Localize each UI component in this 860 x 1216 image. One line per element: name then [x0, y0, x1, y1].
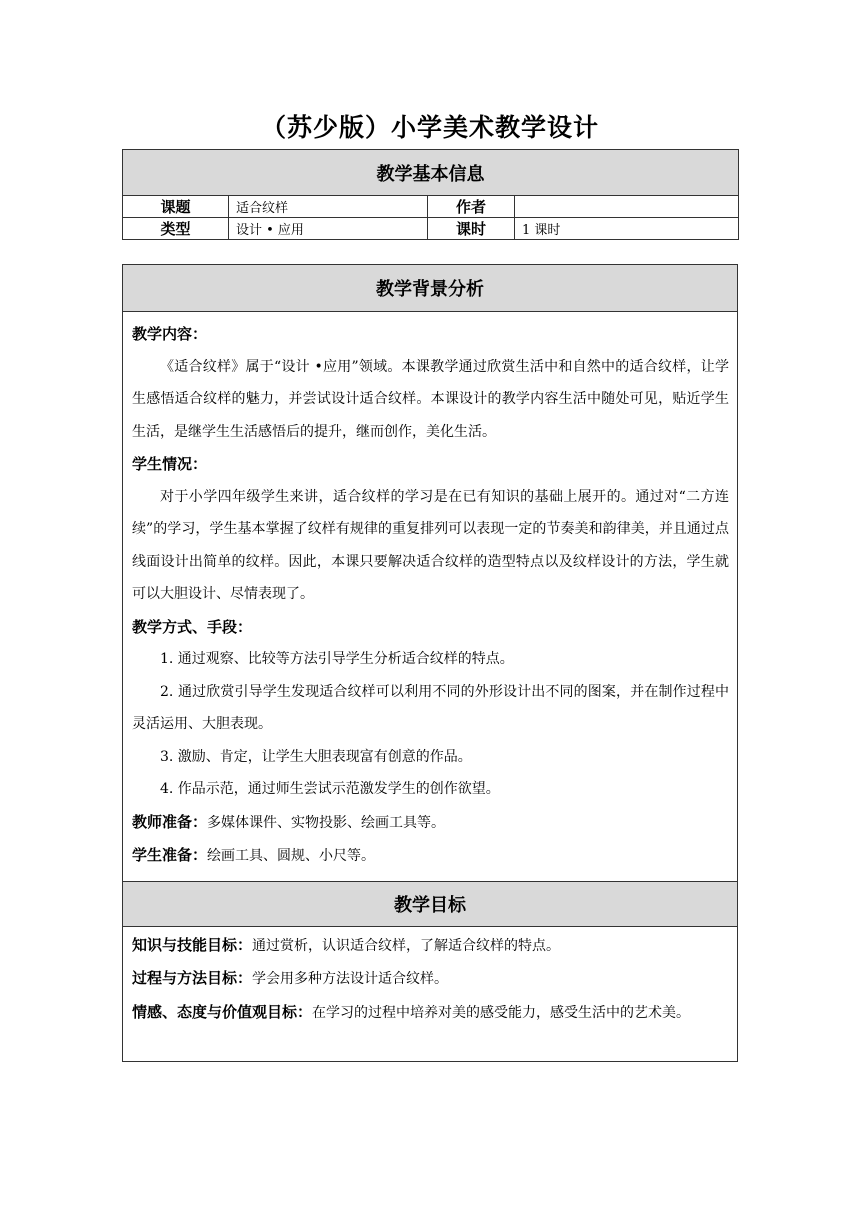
background-analysis-table: [122, 264, 738, 1062]
lesson-title-label: 课题: [123, 196, 229, 218]
student-prep: [132, 839, 729, 873]
goal-item: [132, 929, 729, 963]
goal-item: [132, 996, 729, 1030]
goal-text: 学会用多种方法设计适合纹样。: [252, 971, 449, 987]
students-text: 对于小学四年级学生来讲，适合纹样的学习是在已有知识的基础上展开的。通过对“二方连续”的学习，学生基本掌握了纹样有规律的重复排列可以表现一定的节奏美和韵律美，并且通过点线面设计出简单的纹样。因此，本课只要解决适合纹样的造型特点以及纹样设计的方法，学生就可以大胆设计、尽情表现了。: [132, 488, 729, 602]
teacher-prep: [132, 806, 729, 840]
content-heading: 教学内容：: [132, 325, 208, 343]
list-item: 1. 通过观察、比较等方法引导学生分析适合纹样的特点。: [160, 651, 514, 667]
period-value: 1 课时: [515, 218, 739, 240]
goals-body: [123, 926, 738, 1061]
author-value: [515, 196, 739, 218]
background-header: 教学背景分析: [123, 265, 738, 312]
methods-heading: 教学方式、手段：: [132, 617, 253, 636]
goal-label: 过程与方法目标：: [132, 969, 253, 987]
table-row: [123, 196, 739, 218]
period-label: 课时: [428, 218, 515, 240]
background-body: [123, 312, 738, 882]
list-item: 2. 通过欣赏引导学生发现适合纹样可以利用不同的外形设计出不同的图案，并在制作过程中灵活运用、大胆表现。: [132, 683, 729, 732]
basic-info-table: [122, 149, 739, 240]
teacher-prep-text: 多媒体课件、实物投影、绘画工具等。: [207, 814, 446, 831]
students-heading: 学生情况：: [132, 455, 208, 473]
author-label: 作者: [428, 196, 515, 218]
goal-text: 通过赏析，认识适合纹样，了解适合纹样的特点。: [252, 937, 561, 954]
goal-item: [132, 962, 729, 996]
lesson-title-value: 适合纹样: [229, 196, 428, 218]
page-title: （苏少版）小学美术教学设计: [260, 113, 599, 142]
goal-label: 知识与技能目标：: [132, 935, 253, 954]
goal-text: 在学习的过程中培养对美的感受能力，感受生活中的艺术美。: [312, 1004, 691, 1021]
teacher-prep-label: 教师准备：: [132, 812, 208, 831]
list-item: 4. 作品示范，通过师生尝试示范激发学生的创作欲望。: [160, 781, 500, 797]
content-text: 《适合纹样》属于“设计 •应用”领域。本课教学通过欣赏生活中和自然中的适合纹样，让学生感悟适合纹样的魅力，并尝试设计适合纹样。本课设计的教学内容生活中随处可见，贴近学生生活，是继学生生活感悟后的提升，继而创作，美化生活。: [132, 358, 729, 440]
student-prep-text: 绘画工具、圆规、小尺等。: [207, 848, 376, 864]
type-value: 设计 • 应用: [229, 218, 428, 240]
goal-label: 情感、态度与价值观目标：: [132, 1002, 313, 1021]
basic-info-header: 教学基本信息: [123, 150, 739, 196]
student-prep-label: 学生准备：: [132, 846, 208, 864]
goals-header: 教学目标: [123, 881, 738, 926]
type-label: 类型: [123, 218, 229, 240]
list-item: 3. 激励、肯定，让学生大胆表现富有创意的作品。: [160, 748, 472, 765]
table-row: [123, 218, 739, 240]
